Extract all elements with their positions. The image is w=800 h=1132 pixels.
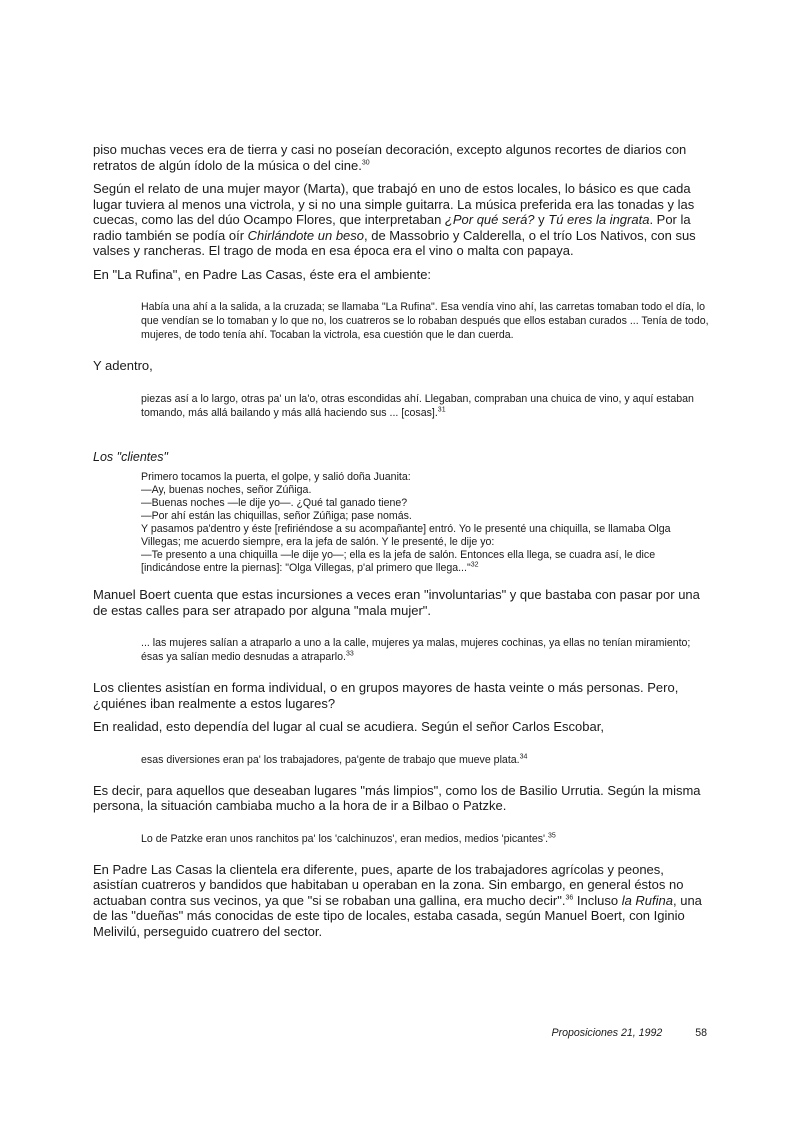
paragraph-8: Es decir, para aquellos que deseaban lugares "más limpios", como los de Basilio Urrutia. Según la misma persona, la situación cambiaba mucho a la hora de ir a Bilbao o Patzke. bbox=[93, 782, 701, 814]
paragraph-5: Manuel Boert cuenta que estas incursiones a veces eran "involuntarias" y que bastaba con pasar por una de estas calles para ser atrapado por alguna "mala mujer". bbox=[93, 587, 700, 618]
footnote-ref[interactable]: 32 bbox=[470, 561, 479, 569]
footnote-ref[interactable]: 31 bbox=[437, 405, 446, 413]
paragraph-1: piso muchas veces era de tierra y casi no poseían decoración, excepto algunos recortes de diarios con retratos de algún ídolo de la música o del cine.$^{30}$ bbox=[93, 142, 687, 173]
paragraph-7: En realidad, esto dependía del lugar al cual se acudiera. Según el señor Carlos Escobar, bbox=[93, 719, 604, 735]
dialog-line: Primero tocamos la puerta, el golpe, y salió doña Juanita: bbox=[141, 470, 411, 483]
page-number: 58 bbox=[695, 1027, 707, 1039]
block-quote-1: Había una ahí a la salida, a la cruzada; se llamaba "La Rufina". Esa vendía vino ahí, las carretas tomaban todo el día, lo que vendían se lo tomaban y lo que no, los cuatreros se lo robaban después que ellos estaban curados ... Tenía de todo, mujeres, de todo tenía ahí. Tocaban la victrola, esa cuestión que le dan cuerda. bbox=[141, 301, 709, 341]
block-quote-2: piezas así a lo largo, otras pa' un la'o, otras escondidas ahí. Llegaban, compraban una chuica de vino, y aquí estaban tomando, más allá bailando y más allá haciendo sus ... [cosas].$^{31}$ bbox=[141, 392, 694, 419]
dialog-line: —Buenas noches —le dije yo—. ¿Qué tal ganado tiene? bbox=[141, 496, 408, 509]
journal-citation: Proposiciones 21, 1992 bbox=[551, 1027, 663, 1039]
paragraph-3: En "La Rufina", en Padre Las Casas, éste era el ambiente: bbox=[93, 266, 432, 282]
block-quote-5: Lo de Patzke eran unos ranchitos pa' los 'calchinuzos', eran medios, medios 'picantes'.$^{35}$ bbox=[141, 832, 556, 845]
paragraph-6: Los clientes asistían en forma individual, o en grupos mayores de hasta veinte o más personas. Pero, ¿quiénes iban realmente a estos lugares? bbox=[93, 680, 679, 711]
paragraph-4: Y adentro, bbox=[93, 358, 153, 373]
dialog-line: Y pasamos pa'dentro y éste [refiriéndose a su acompañante] entró. Yo le presenté una chiquilla, se llamaba Olga Villegas; me acuerdo siempre, era la jefa de salón. Y le presenté, le dije yo: bbox=[141, 522, 671, 548]
block-quote-4: esas diversiones eran pa' los trabajadores, pa'gente de trabajo que mueve plata.$^{34}$ bbox=[141, 753, 528, 766]
footnote-ref[interactable]: 30 bbox=[361, 159, 370, 167]
song-title: Chirlándote un beso bbox=[247, 227, 365, 243]
footnote-ref[interactable]: 34 bbox=[519, 753, 528, 761]
footnote-ref[interactable]: 36 bbox=[565, 894, 574, 902]
page-footer bbox=[552, 1027, 707, 1039]
song-title: Tú eres la ingrata bbox=[548, 212, 650, 227]
person-name: la Rufina bbox=[621, 892, 673, 908]
dialog-line: —Por ahí están las chiquillas, señor Zúñiga; pase nomás. bbox=[141, 509, 412, 522]
paragraph-9: En Padre Las Casas la clientela era diferente, pues, aparte de los trabajadores agrícolas y peones, asistían cuatreros y bandidos que habitaban u operaban en la zona. Sin embargo, en general éstos no actuaban contra sus vecinos, ya que "si se robaban una gallina, era mucho decir".$^{36}$ Incluso la Rufina, una de las "dueñas" más conocidas de este tipo de locales, estaba casada, según Manuel Boert, con Iginio Melivilú, perseguido cuatrero del sector. bbox=[93, 861, 702, 939]
section-title: Los "clientes" bbox=[93, 449, 168, 464]
song-title: ¿Por qué será? bbox=[444, 212, 535, 227]
block-quote-3: ... las mujeres salían a atraparlo a uno a la calle, mujeres ya malas, mujeres cochinas, ya ellas no tenían miramiento; ésas ya salían medio desnudas a atraparlo.$^{33}$ bbox=[141, 637, 691, 664]
document-body bbox=[93, 142, 710, 947]
dialog-quote bbox=[141, 471, 710, 576]
paragraph-2: Según el relato de una mujer mayor (Marta), que trabajó en uno de estos locales, lo básico es que cada lugar tuviera al menos una victrola, y si no una simple guitarra. La música preferida era las tonadas y las cuecas, como las del dúo Ocampo Flores, que interpretaban ¿Por qué será? y Tú eres la ingrata. Por la radio también se podía oír Chirlándote un beso, de Massobrio y Calderella, o el trío Los Nativos, con sus valses y rancheras. El trago de moda en esa época era el vino o malta con papaya. bbox=[93, 181, 696, 258]
dialog-line: —Ay, buenas noches, señor Zúñiga. bbox=[141, 483, 312, 496]
dialog-line: —Te presento a una chiquilla —le dije yo—; ella es la jefa de salón. Entonces ella llega, se cuadra así, le dice [indicándose entre la piernas]: "Olga Villegas, p'al primero que llega..."$^{32}$ bbox=[141, 549, 656, 575]
footnote-ref[interactable]: 33 bbox=[345, 650, 354, 658]
footnote-ref[interactable]: 35 bbox=[548, 832, 556, 840]
